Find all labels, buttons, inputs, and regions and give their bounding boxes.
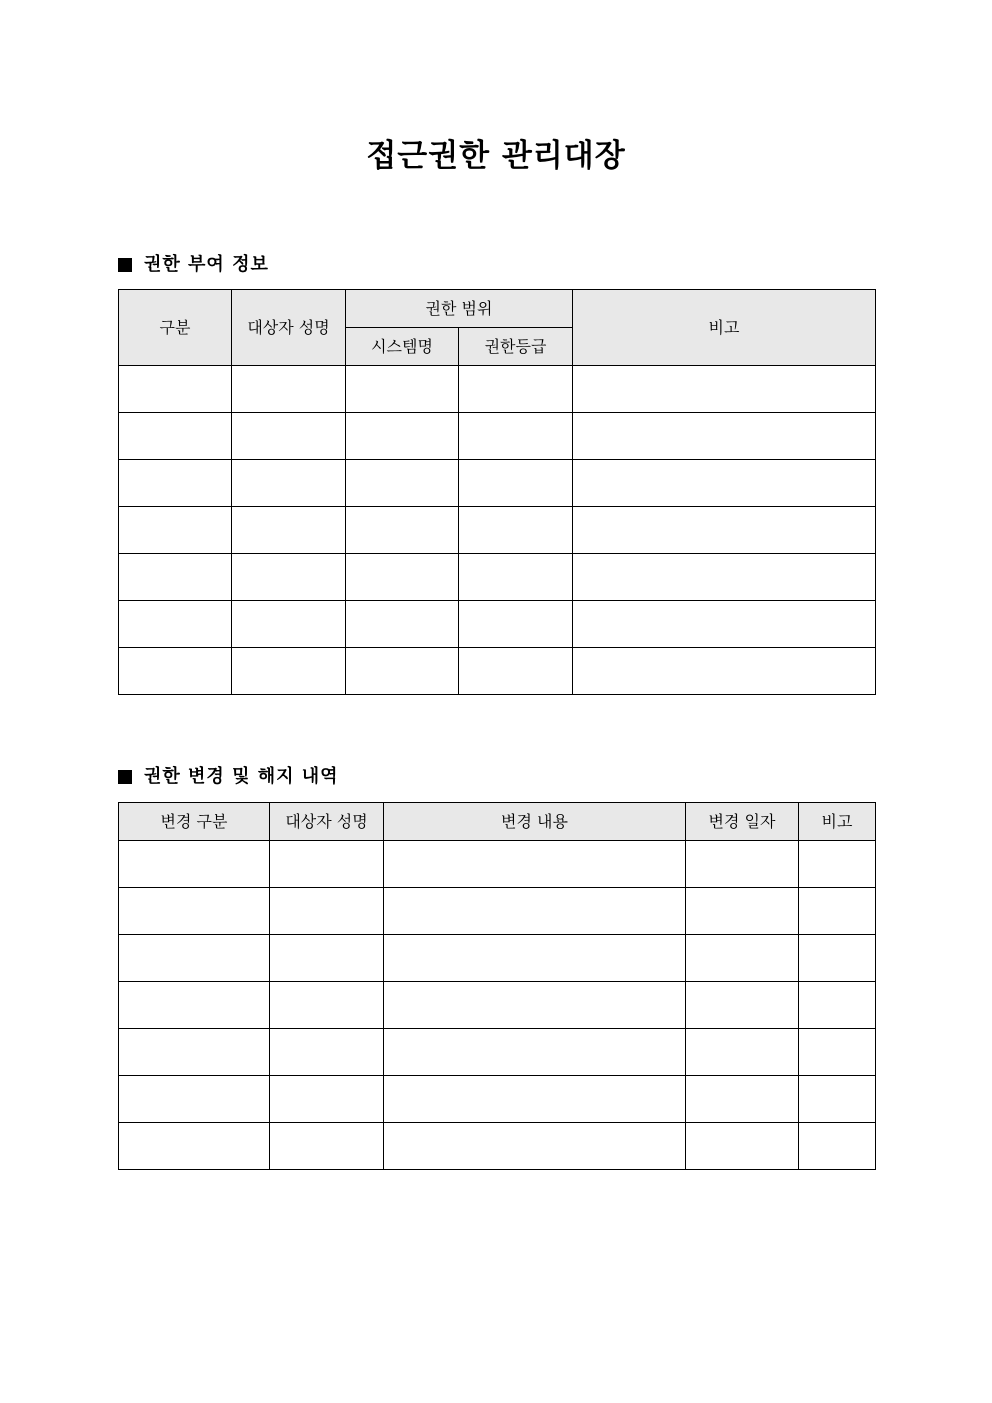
table-cell[interactable] <box>384 841 686 888</box>
table-cell[interactable] <box>232 413 346 460</box>
col-header-change-detail: 변경 내용 <box>384 803 686 841</box>
table-row <box>119 460 876 507</box>
table-cell[interactable] <box>459 460 573 507</box>
table-cell[interactable] <box>119 601 232 648</box>
table-cell[interactable] <box>799 982 876 1029</box>
table-cell[interactable] <box>459 601 573 648</box>
col-header-system-name: 시스템명 <box>346 328 459 366</box>
col-header-remarks: 비고 <box>573 290 876 366</box>
table-row <box>119 1123 876 1170</box>
table-cell[interactable] <box>270 1076 384 1123</box>
table-cell[interactable] <box>799 935 876 982</box>
table-cell[interactable] <box>573 648 876 695</box>
grant-table <box>118 289 876 695</box>
table-cell[interactable] <box>686 888 799 935</box>
grant-section-heading <box>118 253 269 277</box>
col-header-remarks: 비고 <box>799 803 876 841</box>
table-cell[interactable] <box>270 888 384 935</box>
change-table-body <box>119 841 876 1170</box>
table-cell[interactable] <box>799 841 876 888</box>
table-cell[interactable] <box>346 507 459 554</box>
table-row <box>119 888 876 935</box>
table-cell[interactable] <box>384 1123 686 1170</box>
col-header-grade: 권한등급 <box>459 328 573 366</box>
table-cell[interactable] <box>119 460 232 507</box>
table-cell[interactable] <box>270 982 384 1029</box>
table-cell[interactable] <box>232 366 346 413</box>
table-cell[interactable] <box>686 935 799 982</box>
table-cell[interactable] <box>686 1123 799 1170</box>
table-row <box>119 1076 876 1123</box>
table-row <box>119 841 876 888</box>
table-cell[interactable] <box>270 841 384 888</box>
table-cell[interactable] <box>459 413 573 460</box>
table-cell[interactable] <box>459 366 573 413</box>
table-row <box>119 982 876 1029</box>
table-cell[interactable] <box>232 648 346 695</box>
table-row <box>119 601 876 648</box>
table-row <box>119 507 876 554</box>
table-cell[interactable] <box>384 935 686 982</box>
table-cell[interactable] <box>119 413 232 460</box>
table-row <box>119 366 876 413</box>
table-cell[interactable] <box>232 460 346 507</box>
table-cell[interactable] <box>270 935 384 982</box>
table-cell[interactable] <box>384 982 686 1029</box>
table-cell[interactable] <box>384 1029 686 1076</box>
table-cell[interactable] <box>459 648 573 695</box>
table-cell[interactable] <box>573 366 876 413</box>
col-header-category: 구분 <box>119 290 232 366</box>
table-cell[interactable] <box>573 413 876 460</box>
table-cell[interactable] <box>119 366 232 413</box>
table-cell[interactable] <box>119 648 232 695</box>
grant-section-heading-text: 권한 부여 정보 <box>144 254 269 275</box>
table-cell[interactable] <box>573 601 876 648</box>
table-cell[interactable] <box>686 982 799 1029</box>
table-row <box>119 935 876 982</box>
change-section-heading-text: 권한 변경 및 해지 내역 <box>144 766 339 787</box>
table-cell[interactable] <box>346 554 459 601</box>
table-cell[interactable] <box>346 366 459 413</box>
table-cell[interactable] <box>346 601 459 648</box>
table-cell[interactable] <box>270 1123 384 1170</box>
table-cell[interactable] <box>384 1076 686 1123</box>
document-title: 접근권한 관리대장 <box>366 138 626 174</box>
table-row <box>119 648 876 695</box>
table-cell[interactable] <box>384 888 686 935</box>
col-header-change-type: 변경 구분 <box>119 803 270 841</box>
table-cell[interactable] <box>573 460 876 507</box>
table-cell[interactable] <box>573 554 876 601</box>
table-cell[interactable] <box>686 1029 799 1076</box>
change-header-row <box>119 803 876 841</box>
table-cell[interactable] <box>686 1076 799 1123</box>
change-section-heading <box>118 765 339 789</box>
table-cell[interactable] <box>799 1123 876 1170</box>
grant-table-body <box>119 366 876 695</box>
table-cell[interactable] <box>119 982 270 1029</box>
table-cell[interactable] <box>686 841 799 888</box>
change-table <box>118 802 876 1170</box>
table-cell[interactable] <box>799 1029 876 1076</box>
col-header-change-date: 변경 일자 <box>686 803 799 841</box>
table-cell[interactable] <box>799 1076 876 1123</box>
table-cell[interactable] <box>232 507 346 554</box>
col-header-target-name: 대상자 성명 <box>232 290 346 366</box>
grant-header-row <box>119 290 876 328</box>
black-square-icon <box>118 770 132 784</box>
table-cell[interactable] <box>346 413 459 460</box>
table-cell[interactable] <box>459 554 573 601</box>
table-cell[interactable] <box>119 507 232 554</box>
table-row <box>119 554 876 601</box>
table-cell[interactable] <box>232 601 346 648</box>
table-cell[interactable] <box>346 460 459 507</box>
table-cell[interactable] <box>270 1029 384 1076</box>
table-cell[interactable] <box>346 648 459 695</box>
table-cell[interactable] <box>119 1076 270 1123</box>
col-header-scope: 권한 범위 <box>346 290 573 328</box>
table-cell[interactable] <box>459 507 573 554</box>
table-row <box>119 1029 876 1076</box>
table-cell[interactable] <box>119 1029 270 1076</box>
table-cell[interactable] <box>232 554 346 601</box>
black-square-icon <box>118 258 132 272</box>
table-cell[interactable] <box>119 554 232 601</box>
table-cell[interactable] <box>119 841 270 888</box>
table-cell[interactable] <box>119 1123 270 1170</box>
table-cell[interactable] <box>119 888 270 935</box>
table-row <box>119 413 876 460</box>
table-cell[interactable] <box>799 888 876 935</box>
col-header-target-name: 대상자 성명 <box>270 803 384 841</box>
table-cell[interactable] <box>119 935 270 982</box>
table-cell[interactable] <box>573 507 876 554</box>
